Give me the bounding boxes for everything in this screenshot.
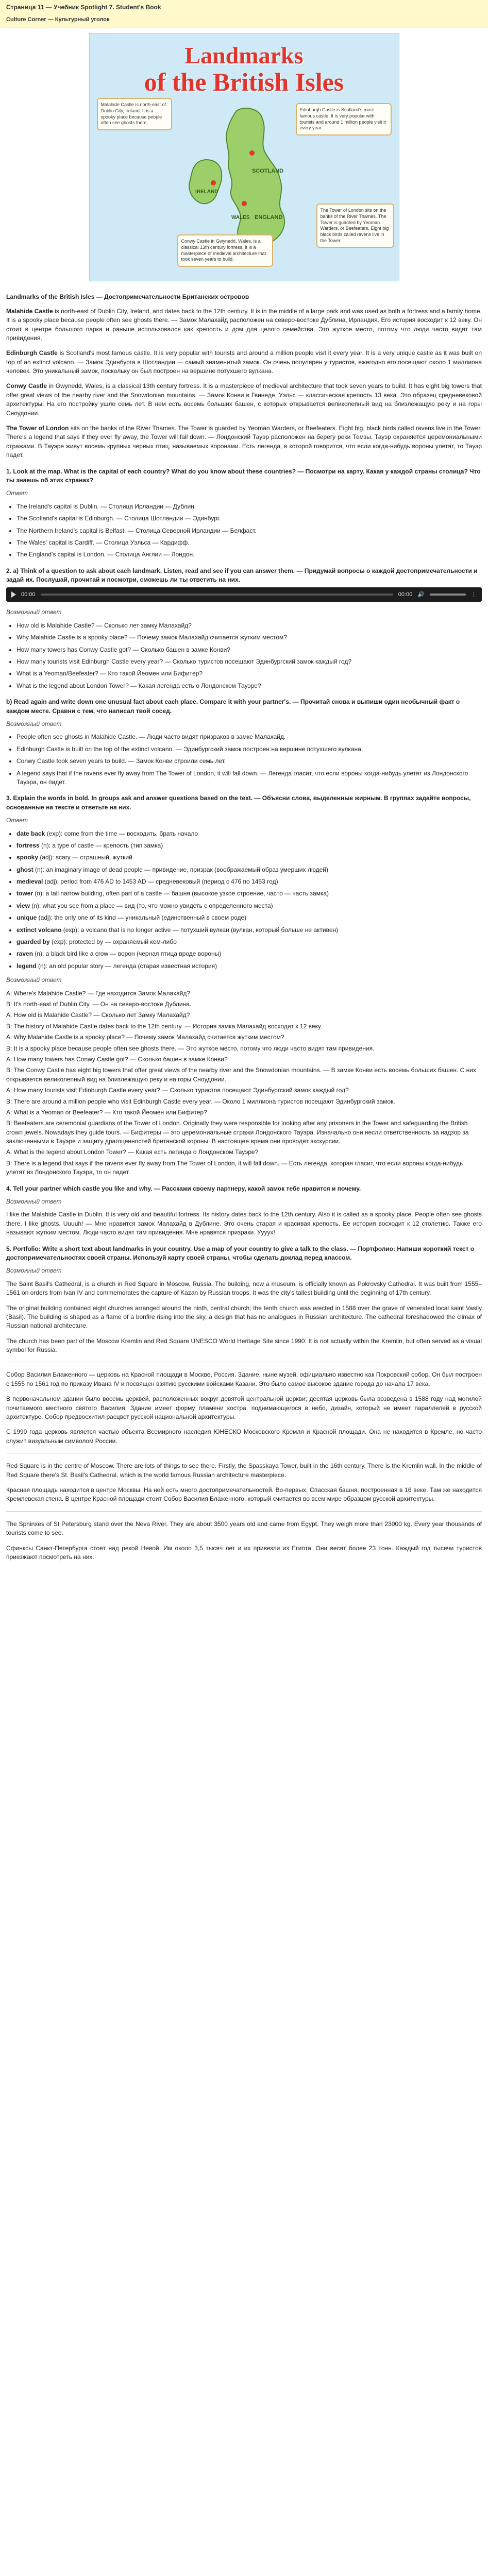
dialogue-line: B: It's north-east of Dublin City. — Он на северо-востоке Дублина. (6, 1000, 192, 1008)
vocab-item (16, 829, 482, 838)
list-item: • What is a Yeoman/Beefeater? — Кто такой Йеомен или Бифитер? (16, 669, 482, 678)
dialogue-line: A: What is a Yeoman or Beefeater? — Кто такой Йеомен или Бифитер? (6, 1108, 207, 1116)
answer-list-q2b (6, 733, 482, 787)
answer-label: Возможный ответ (6, 1198, 62, 1206)
more-options-icon[interactable]: ⋮ (471, 591, 477, 598)
translation-text: Собор Василия Блаженного — церковь на Красной площади в Москве, Россия. Здание, ныне музей, официально известно как Покровский собор. Он был построен с 1555 по 1561 год по приказу Ивана IV и посвящен взятию русскими войсками Казани. Это было самое высокое здание города до начала 17 века. (6, 1371, 482, 1387)
audio-progress-bar[interactable] (41, 594, 393, 596)
question-3: 3. Explain the words in bold. In groups ask and answer questions based on the text. — Объясни слова, выделенные жирным. В группах задайте вопросы, основанные на тексте и ответьте на них. (6, 794, 471, 811)
vocab-item (16, 889, 482, 898)
vocab-item (16, 877, 482, 886)
translation-text: В первоначальном здании было восемь церквей, расположенных вокруг девятой центральной церкви; десятая церковь была возведена в 1588 году над могилой почитаемого местного святого Василия. Здание имеет форму пламени костра, поднимающегося в небо, дизайн, который не имеет параллелей в русской архитектуре. Собор предвосхитил расцвет русской национальной архитектуры. (6, 1395, 482, 1421)
vocab-item (16, 926, 482, 935)
vocab-word: date back (16, 829, 45, 837)
vocab-definition: (adj): scary — страшный, жуткий (38, 854, 132, 861)
vocab-word: legend (16, 962, 37, 970)
question-5: 5. Portfolio: Write a short text about landmarks in your country. Use a map of your country to give a talk to the class. — Портфолио: Напиши короткий текст о достопримечательностях своей страны. Используй карту своей страны, чтобы сделать доклад перед классом. (6, 1245, 475, 1261)
vocab-word: medieval (16, 878, 43, 886)
answer-label: Ответ (6, 817, 28, 824)
answer-label: Возможный ответ (6, 720, 62, 727)
paragraph-malahide (6, 307, 482, 343)
vocab-word: guarded by (16, 938, 50, 946)
translation-text: С 1990 года церковь является частью объекта Всемирного наследия ЮНЕСКО Московского Кремля и Красной площади. Она не находится в Кремле, но часто служит визуальным символом России. (6, 1428, 482, 1445)
answer-list-q1 (6, 502, 482, 560)
list-item: • The Wales' capital is Cardiff. — Столица Уэльса — Кардифф. (16, 538, 482, 547)
page-title: Страница 11 — Учебник Spotlight 7. Student's Book (6, 4, 161, 11)
vocab-item (16, 866, 482, 874)
poster-title-line1: Landmarks (184, 42, 304, 69)
answer-text: The Saint Basil's Cathedral, is a church in Red Square in Moscow, Russia. The building, now a museum, is officially known as Pokrovsky Cathedral. It was built from 1555–1561 on orders from Ivan IV and commemorates the capture of Kazan by Russian troops. It was the city's tallest building until the beginning of 17th century. (6, 1280, 482, 1297)
play-icon[interactable] (11, 591, 16, 598)
vocab-definition: (adj): the only one of its kind — уникальный (единственный в своем роде) (37, 914, 247, 922)
question-4: 4. Tell your partner which castle you like and why. — Расскажи своему партнеру, какой замок тебе нравится и почему. (6, 1184, 361, 1192)
list-item: • Why Malahide Castle is a spooky place? — Почему замок Малахайд считается жутким местом? (16, 633, 482, 642)
list-item: • The Ireland's capital is Dublin. — Столица Ирландии — Дублин. (16, 502, 482, 511)
dialogue-line: B: Beefeaters are ceremonial guardians of the Tower of London. Originally they were responsible for looking after any prisoners in the Tower and safeguarding the British crown jewels. Nowadays they guide tours. — Бифитеры — это церемониальные стражи Лондонского Тауэра. Изначально они несли ответственность за надзор за заключенными в Тауэре и защиту драгоценностей британской короны. В настоящее время они проводят экскурсии. (6, 1120, 469, 1145)
svg-text:WALES: WALES (231, 215, 250, 221)
list-item: • People often see ghosts in Malahide Castle. — Люди часто видят призраков в замке Малахайд. (16, 733, 482, 741)
vocab-definition: (adj): period from 476 AD to 1453 AD — средневековый (период с 476 по 1453 год) (43, 878, 278, 886)
vocab-definition: (n): an old popular story — легенда (старая известная история) (36, 962, 217, 970)
answer-text: I like the Malahide Castle in Dublin. It is very old and beautiful fortress. Its history dates back to the 12th century. Also it is called as a spooky place. People often see ghosts there. I like ghosts. Uuuuh! — Мне нравится замок Малахайд в Дублине. Это очень старая и красивая крепость. Ее история восходит к 12 столетию. Также его называют жутким местом. Люди часто видят там привидения. Мне нравятся призраки. Уууух! (6, 1211, 482, 1236)
page-header (0, 0, 488, 28)
conwy-caption: Conwy Castle in Gwynedd, Wales, is a classical 13th century fortress. It is a masterpiece of medieval architecture that took seven years to build. (177, 234, 273, 267)
section-title: Landmarks of the British Isles — Достопримечательности Британских островов (6, 293, 249, 301)
vocab-item (16, 902, 482, 910)
vocab-word: raven (16, 950, 33, 958)
svg-text:ENGLAND: ENGLAND (254, 214, 282, 221)
list-item: • How old is Malahide Castle? — Сколько лет замку Малахайд? (16, 621, 482, 630)
answer-label: Ответ (6, 489, 28, 497)
lead-term: Edinburgh Castle (6, 349, 58, 357)
list-item: • How many towers has Conwy Castle got? — Сколько башен в замке Конви? (16, 646, 482, 654)
answer-label: Возможный ответ (6, 608, 62, 616)
paragraph-text: is north-east of Dublin City, Ireland, and dates back to the 12th century. It is in the middle of a large park and was used as both a fortress and a family home. It is a spooky place because people often see ghosts there. — Замок Малахайд расположен на северо-востоке Дублина, Ирландия. Его история восходит к 12 веку. Он стоит в центре большого парка и раньше использовался как крепость и дом для целого семейства. Это жуткое место, потому что люди часто видят там привидения. (6, 307, 482, 342)
poster-title-line2: of the British Isles (144, 67, 344, 97)
vocab-word: extinct volcano (16, 926, 62, 934)
dialogue-line: B: There is a legend that says if the ravens ever fly away from The Tower of London, it will fall down. — Есть легенда, которая гласит, что если вороны когда-нибудь улетят из Лондонского Тауэра, то он падет. (6, 1159, 463, 1176)
dialogue-line: A: How old is Malahide Castle? — Сколько лет Замку Малахайд? (6, 1011, 190, 1019)
translation-text: Красная площадь находится в центре Москвы. На ней есть много достопримечательностей. Во-первых, Спасская башня, построенная в 16 веке. Там же находится Кремлевская стена. В центре Красной площади стоит Собор Василия Блаженного, который считается во всем мире образцом русской архитектуры. (6, 1486, 482, 1503)
divider (6, 1511, 482, 1512)
list-item: • Edinburgh Castle is built on the top of the extinct volcano. — Эдинбургский замок построен на вершине потухшего вулкана. (16, 745, 482, 754)
question-2b: b) Read again and write down one unusual fact about each place. Compare it with your partner's. — Прочитай снова и выпиши один необычный факт о каждом месте. Сравни с тем, что написал твой сосед. (6, 698, 460, 715)
dialogue-line: A: How many tourists visit Edinburgh Castle every year? — Сколько туристов посещают Эдинбургский замок каждый год? (6, 1087, 349, 1094)
vocab-word: spooky (16, 854, 39, 861)
paragraph-text: sits on the banks of the River Thames. The Tower is guarded by Yeoman Warders, or Beefeaters. Eight big, black birds called ravens live in the Tower. There's a legend that says if they ever fly away, the Tower will fall down. — Лондонский Тауэр расположен на берегу реки Темзы. Тауэр охраняется церемониальными стражами. В Тауэре живут восемь крупных черных птиц, называемых воронами. Есть легенда, в которой говорится, что если когда-нибудь вороны улетят, то Тауэр падет. (6, 425, 482, 459)
vocab-item (16, 938, 482, 946)
answer-text: Red Square is in the centre of Moscow. There are lots of things to see there. Firstly, the Spasskaya Tower, built in the 16th century. There is the Kremlin wall. In the middle of Red Square there's St. Basil's Cathedral, which is the world famous Russian architecture masterpiece. (6, 1462, 482, 1479)
list-item: • How many tourists visit Edinburgh Castle every year? — Сколько туристов посещают Эдинбургский замок каждый год? (16, 657, 482, 666)
list-item: • What is the legend about London Tower? — Какая легенда есть о Лондонском Тауэре? (16, 682, 482, 690)
vocab-item (16, 853, 482, 862)
paragraph-edinburgh (6, 349, 482, 376)
vocab-definition: (n): a tall narrow building, often part of a castle — башня (высокое узкое строение, часто — часть замка) (33, 890, 329, 897)
volume-slider[interactable] (430, 594, 466, 596)
audio-time-total: 00:00 (398, 591, 413, 598)
dialogue-line: A: Why Malahide Castle is a spooky place? — Почему замок Малахайд считается жутким местом? (6, 1033, 284, 1041)
svg-text:SCOTLAND: SCOTLAND (251, 168, 283, 175)
lead-term: The Tower of London (6, 425, 69, 432)
answer-list-q2a (6, 621, 482, 690)
vocab-definition: (exp): a volcano that is no longer active — потухший вулкан (вулкан, который больше не активен) (61, 926, 339, 934)
list-item: • The England's capital is London. — Столица Англии — Лондон. (16, 550, 482, 559)
paragraph-text: in Gwynedd, Wales, is a classical 13th century fortress. It is a masterpiece of medieval architecture that took seven years to build. It has eight big towers that offer great views of the nearby river and the Snowdonian mountains. — Замок Конви в Гвинеде, Уэльс — классическая крепость 13 века. Это образец средневековой архитектуры. На его постройку ушло семь лет. В нем есть восемь больших башен, с которых открывается великолепный вид на близлежащую реку и на горы Сноудонии. (6, 382, 482, 417)
dialogue-line: B: There are around a million people who visit Edinburgh Castle every year. — Около 1 миллиона туристов посещают Эдинбургский замок. (6, 1097, 395, 1105)
dialogue-line: B: The Conwy Castle has eight big towers that offer great views of the nearby river and the Snowdonian mountains. — В замке Конви есть восемь больших башен. С них открывается великолепный вид на близлежащую реку и на горы Сноудонии. (6, 1066, 477, 1083)
translation-text: Сфинксы Санкт-Петербурга стоят над рекой Невой. Им около 3,5 тысяч лет и их привезли из Египта. Они весят более 23 тонн. Каждый год тысячи туристов приезжают посмотреть на них. (6, 1544, 482, 1561)
vocab-definition: (n): what you see from a place — вид (то, что можно увидеть с определенного места) (30, 902, 273, 909)
answer-text: The church has been part of the Moscow Kremlin and Red Square UNESCO World Heritage Site since 1990. It is not actually within the Kremlin, but often served as a visual symbol for Russia. (6, 1337, 482, 1354)
dialogue-line: B: The history of Malahide Castle dates back to the 12th century. — История замка Малахайд восходит к 12 веку. (6, 1022, 323, 1030)
list-item: • The Scotland's capital is Edinburgh. — Столица Шотландии — Эдинбург. (16, 514, 482, 523)
vocab-definition: (n): a black bird like a crow — ворон (черная птица вроде вороны) (33, 950, 222, 958)
vocab-definition: (exp): protected by — охраняемый кем-либо (49, 938, 177, 946)
question-2a: 2. a) Think of a question to ask about each landmark. Listen, read and see if you can answer them. — Придумай вопросы о каждой достопримечательности и задай их. Послушай, прочитай и посмотри, сможешь ли ты ответить на них. (6, 567, 478, 584)
answer-label: Возможный ответ (6, 976, 62, 984)
vocab-word: ghost (16, 866, 33, 873)
lead-term: Malahide Castle (6, 307, 53, 315)
question-1: 1. Look at the map. What is the capital of each country? What do you know about these countries? — Посмотри на карту. Какая у каждой страны столица? Что ты знаешь об этих странах? (6, 467, 481, 484)
answer-text: The Sphinxes of St Petersburg stand over the Neva River. They are about 3500 years old and came from Egypt. They weigh more than 23000 kg. Every year thousands of tourists come to see. (6, 1520, 482, 1537)
lead-term: Conwy Castle (6, 382, 47, 390)
list-item: • A legend says that if the ravens ever fly away from The Tower of London, it will fall down. — Легенда гласит, что если вороны когда-нибудь улетят из Лондонского Тауэра, он падет. (16, 769, 482, 787)
dialogue-line: B: It is a spooky place because people often see ghosts there. — Это жуткое место, потому что люди часто видят там привидения. (6, 1044, 375, 1052)
dialogue-line: A: What is the legend about London Tower? — Какая есть легенда о Лондонском Тауэре? (6, 1148, 259, 1156)
breadcrumb: Culture Corner — Культурный уголок (6, 16, 110, 23)
vocab-word: unique (16, 914, 37, 922)
tower-caption: The Tower of London sits on the banks of the River Thames. The Tower is guarded by Yeoman Warders, or Beefeaters. Eight big black birds called ravens live in the Tower. (316, 204, 394, 248)
paragraph-tower (6, 424, 482, 460)
vocab-word: view (16, 902, 30, 909)
vocabulary-list (6, 829, 482, 971)
vocab-item (16, 950, 482, 958)
answer-label: Возможный ответ (6, 1267, 62, 1275)
vocab-definition: (n): a type of castle — крепость (тип замка) (39, 841, 163, 849)
audio-player[interactable] (6, 587, 482, 602)
edinburgh-caption: Edinburgh Castle is Scotland's most famous castle. It is very popular with tourists and around 1 million people visit it every year. (296, 103, 392, 135)
list-item: • The Northern Ireland's capital is Belfast. — Столица Северной Ирландии — Белфаст. (16, 527, 482, 535)
landmarks-poster (89, 33, 399, 281)
vocab-word: tower (16, 890, 33, 897)
vocab-definition: (exp): come from the time — восходить, брать начало (45, 829, 198, 837)
answer-text: The original building contained eight churches arranged around the ninth, central church; the tenth church was erected in 1588 over the grave of venerated local saint Vasily (Basil). The building is shaped as a flame of a bonfire rising into the sky, a design that has no analogues in Russian architecture. The cathedral foreshadowed the climax of Russian national architecture. (6, 1304, 482, 1330)
vocab-item (16, 962, 482, 971)
paragraph-conwy (6, 382, 482, 418)
vocab-item (16, 913, 482, 922)
svg-text:IRELAND: IRELAND (195, 189, 218, 195)
paragraph-text: is Scotland's most famous castle. It is very popular with tourists and around a million people visit it every year. It is a very unique castle as it was built on top of an extinct volcano. — Замок Эдинбурга в Шотландии — самый знаменитый замок. Он очень популярен у туристов, ежегодно его посещают около 1 миллиона человек. Это уникальный замок, поскольку он был построен на вершине потухшего вулкана. (6, 349, 482, 375)
dialogue-line: A: How many towers has Conwy Castle got? — Сколько башен в замке Конви? (6, 1055, 228, 1063)
vocab-item (16, 841, 482, 850)
vocab-word: fortress (16, 841, 40, 849)
dialogue-line: A: Where's Malahide Castle? — Где находится Замок Малахайд? (6, 989, 191, 997)
malahide-caption: Malahide Castle is north-east of Dublin City, Ireland. It is a spooky place because people often see ghosts there. (97, 98, 172, 130)
audio-time-current: 00:00 (21, 591, 36, 598)
main-content (0, 281, 488, 1562)
volume-icon[interactable]: 🔊 (417, 591, 425, 598)
list-item: • Conwy Castle took seven years to build. — Замок Конви строили семь лет. (16, 757, 482, 766)
vocab-definition: (n): an imaginary image of dead people — привидение, призрак (воображаемый образ умерших людей) (33, 866, 329, 873)
dialogue-block (6, 989, 482, 1177)
